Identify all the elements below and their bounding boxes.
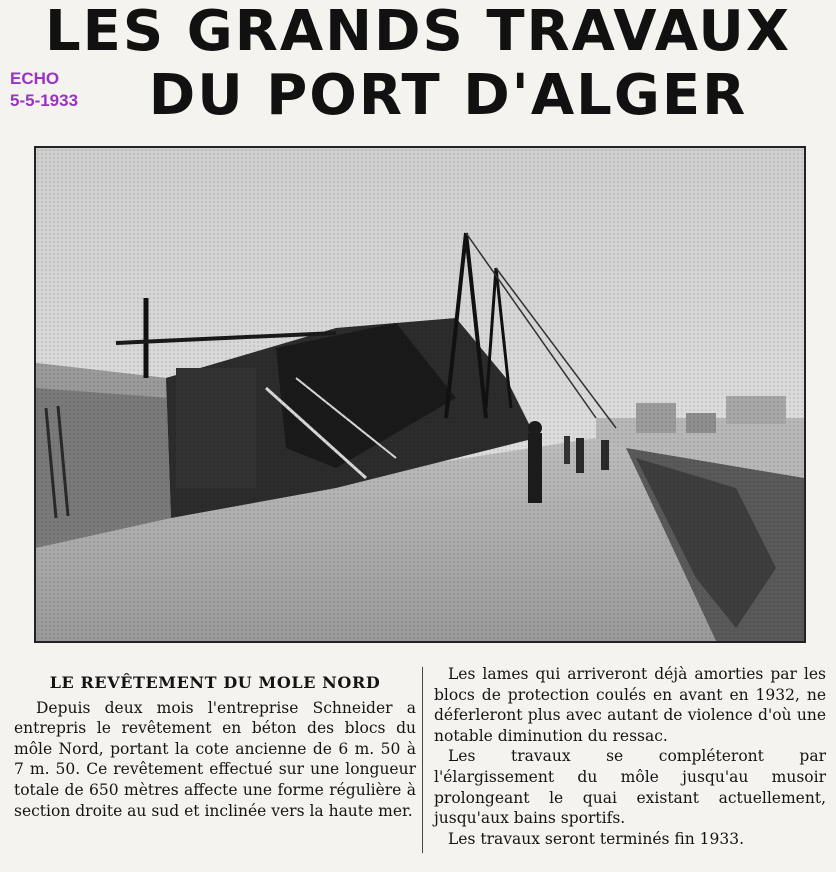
article-paragraph: Les travaux se compléteront par l'élargissement du môle jusqu'au musoir prolongeant le quai existant actuellement, jusqu'aux bains sportifs. xyxy=(434,747,826,828)
headline-line-2: DU PORT D'ALGER xyxy=(148,63,748,128)
stamp-source: ECHO xyxy=(10,69,60,88)
harbor-photograph xyxy=(34,146,806,643)
photo-illustration xyxy=(36,148,804,641)
article-right-column xyxy=(434,664,826,849)
article-paragraph: Les lames qui arriveront déjà amorties par les blocs de protection coulés en avant en 1932, ne déferleront plus avec autant de violence d'où une notable diminution du ressac. xyxy=(434,665,826,745)
article-paragraph: Les travaux seront terminés fin 1933. xyxy=(448,829,745,848)
article-subheading: LE REVÊTEMENT DU MOLE NORD xyxy=(49,673,381,692)
column-divider xyxy=(422,667,423,853)
article-left-column xyxy=(14,664,416,821)
headline-line-1: LES GRANDS TRAVAUX xyxy=(44,0,792,64)
stamp-date: 5-5-1933 xyxy=(10,91,79,110)
article-paragraph: Depuis deux mois l'entreprise Schneider a entrepris le revêtement en béton des blocs du môle Nord, portant la cote ancienne de 6 m. 50 à 7 m. 50. Ce revêtement effectué sur une longueur totale de 650 mètres affecte une forme régulière à section droite au sud et inclinée vers la haute mer. xyxy=(14,698,416,820)
source-stamp xyxy=(10,68,78,112)
